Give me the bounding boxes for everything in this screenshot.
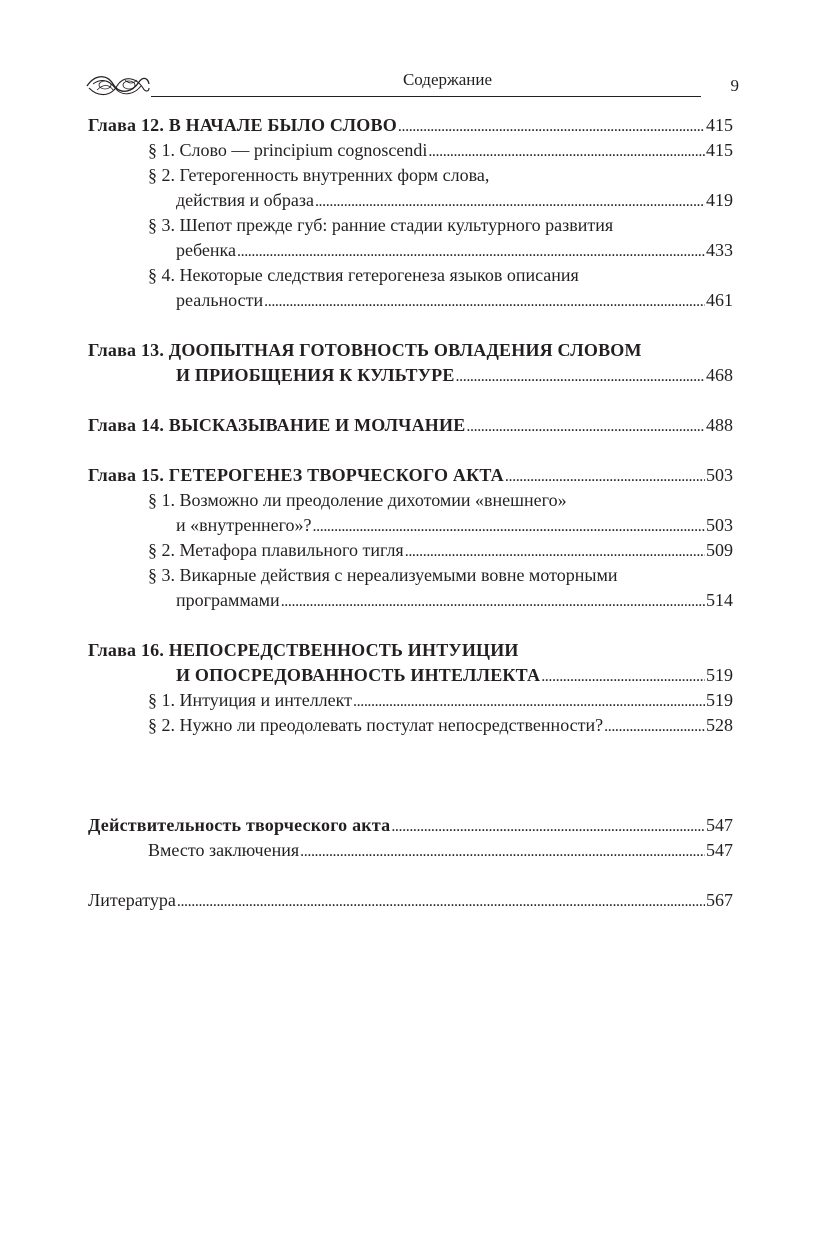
toc-entry-title: Глава 15. ГЕТЕРОГЕНЕЗ ТВОРЧЕСКОГО АКТА: [88, 465, 504, 485]
dot-leader: [428, 138, 705, 164]
toc-section-15-3-line2[interactable]: [88, 588, 733, 613]
dot-leader: [300, 838, 705, 864]
toc-section-12-1[interactable]: [88, 138, 733, 163]
toc-literature[interactable]: [88, 888, 733, 913]
toc-entry-page: 488: [706, 415, 733, 435]
toc-entry-title: ребенка: [176, 240, 236, 260]
toc-entry-page: 461: [706, 290, 733, 310]
toc-entry-title: реальности: [176, 290, 264, 310]
dot-leader: [264, 288, 705, 314]
toc-entry-title: программами: [176, 590, 280, 610]
toc-entry-title: Глава 13. ДООПЫТНАЯ ГОТОВНОСТЬ ОВЛАДЕНИЯ СЛОВОМ: [88, 340, 642, 360]
dot-leader: [237, 238, 705, 264]
toc-section-15-3-line1[interactable]: [88, 563, 733, 588]
spacer: [88, 438, 733, 463]
toc-entry-page: 567: [706, 890, 733, 910]
spacer: [88, 388, 733, 413]
toc-chapter-14[interactable]: [88, 413, 733, 438]
toc-reality[interactable]: [88, 813, 733, 838]
toc-entry-title: Глава 14. ВЫСКАЗЫВАНИЕ И МОЛЧАНИЕ: [88, 415, 466, 435]
dot-leader: [466, 413, 705, 439]
dot-leader: [604, 713, 705, 739]
flourish-ornament-icon: [85, 70, 151, 100]
spacer: [88, 863, 733, 888]
toc-entry-title: § 4. Некоторые следствия гетерогенеза языков описания: [148, 265, 579, 285]
toc-entry-title: § 2. Гетерогенность внутренних форм слова,: [148, 165, 490, 185]
spacer: [88, 613, 733, 638]
toc-section-12-2-line1[interactable]: [88, 163, 733, 188]
toc-chapter-13-line1[interactable]: [88, 338, 733, 363]
toc-section-12-3-line2[interactable]: [88, 238, 733, 263]
dot-leader: [281, 588, 705, 614]
header-rule: [151, 96, 701, 97]
spacer: [88, 788, 733, 813]
toc-entry-title: Вместо заключения: [148, 840, 300, 860]
toc-conclusion[interactable]: [88, 838, 733, 863]
toc-entry-page: 415: [706, 115, 733, 135]
spacer: [88, 313, 733, 338]
toc-entry-page: 415: [706, 140, 733, 160]
toc-chapter-13-line2[interactable]: [88, 363, 733, 388]
toc-chapter-16-line2[interactable]: [88, 663, 733, 688]
table-of-contents: [88, 113, 733, 913]
dot-leader: [541, 663, 705, 689]
dot-leader: [391, 813, 705, 839]
toc-entry-title: и «внутреннего»?: [176, 515, 312, 535]
toc-entry-title: § 3. Шепот прежде губ: ранние стадии культурного развития: [148, 215, 614, 235]
toc-entry-title: § 1. Возможно ли преодоление дихотомии «внешнего»: [148, 490, 567, 510]
toc-chapter-15[interactable]: [88, 463, 733, 488]
toc-entry-title: И ПРИОБЩЕНИЯ К КУЛЬТУРЕ: [176, 365, 455, 385]
toc-entry-page: 547: [706, 815, 733, 835]
toc-entry-title: § 2. Метафора плавильного тигля: [148, 540, 404, 560]
toc-chapter-12[interactable]: [88, 113, 733, 138]
toc-entry-page: 419: [706, 190, 733, 210]
toc-entry-page: 528: [706, 715, 733, 735]
toc-entry-title: Глава 16. НЕПОСРЕДСТВЕННОСТЬ ИНТУИЦИИ: [88, 640, 519, 660]
toc-section-12-2-line2[interactable]: [88, 188, 733, 213]
toc-entry-page: 519: [706, 665, 733, 685]
toc-entry-page: 433: [706, 240, 733, 260]
page-header: [85, 62, 745, 102]
toc-section-16-1[interactable]: [88, 688, 733, 713]
toc-entry-page: 509: [706, 540, 733, 560]
dot-leader: [398, 113, 705, 139]
toc-entry-title: И ОПОСРЕДОВАННОСТЬ ИНТЕЛЛЕКТА: [176, 665, 541, 685]
toc-entry-title: § 3. Викарные действия с нереализуемыми вовне моторными: [148, 565, 618, 585]
dot-leader: [315, 188, 705, 214]
dot-leader: [456, 363, 705, 389]
toc-entry-page: 547: [706, 840, 733, 860]
toc-entry-page: 468: [706, 365, 733, 385]
toc-chapter-16-line1[interactable]: [88, 638, 733, 663]
running-head-title: Содержание: [402, 70, 493, 89]
toc-entry-title: § 1. Интуиция и интеллект: [148, 690, 353, 710]
toc-entry-title: действия и образа: [176, 190, 314, 210]
toc-section-12-3-line1[interactable]: [88, 213, 733, 238]
toc-entry-title: Глава 12. В НАЧАЛЕ БЫЛО СЛОВО: [88, 115, 397, 135]
toc-section-15-2[interactable]: [88, 538, 733, 563]
toc-entry-page: 503: [706, 515, 733, 535]
toc-section-15-1-line2[interactable]: [88, 513, 733, 538]
dot-leader: [177, 888, 705, 914]
dot-leader: [353, 688, 705, 714]
toc-section-16-2[interactable]: [88, 713, 733, 738]
toc-entry-page: 503: [706, 465, 733, 485]
toc-entry-title: § 2. Нужно ли преодолевать постулат непосредственности?: [148, 715, 604, 735]
dot-leader: [313, 513, 705, 539]
toc-section-15-1-line1[interactable]: [88, 488, 733, 513]
toc-entry-title: Действительность творческого акта: [88, 815, 391, 835]
dot-leader: [405, 538, 705, 564]
spacer: [88, 738, 733, 788]
page-number: 9: [730, 76, 739, 95]
toc-section-12-4-line1[interactable]: [88, 263, 733, 288]
toc-entry-title: § 1. Слово — principium cognoscendi: [148, 140, 428, 160]
toc-entry-page: 519: [706, 690, 733, 710]
toc-entry-page: 514: [706, 590, 733, 610]
toc-section-12-4-line2[interactable]: [88, 288, 733, 313]
dot-leader: [505, 463, 705, 489]
toc-entry-title: Литература: [88, 890, 176, 910]
